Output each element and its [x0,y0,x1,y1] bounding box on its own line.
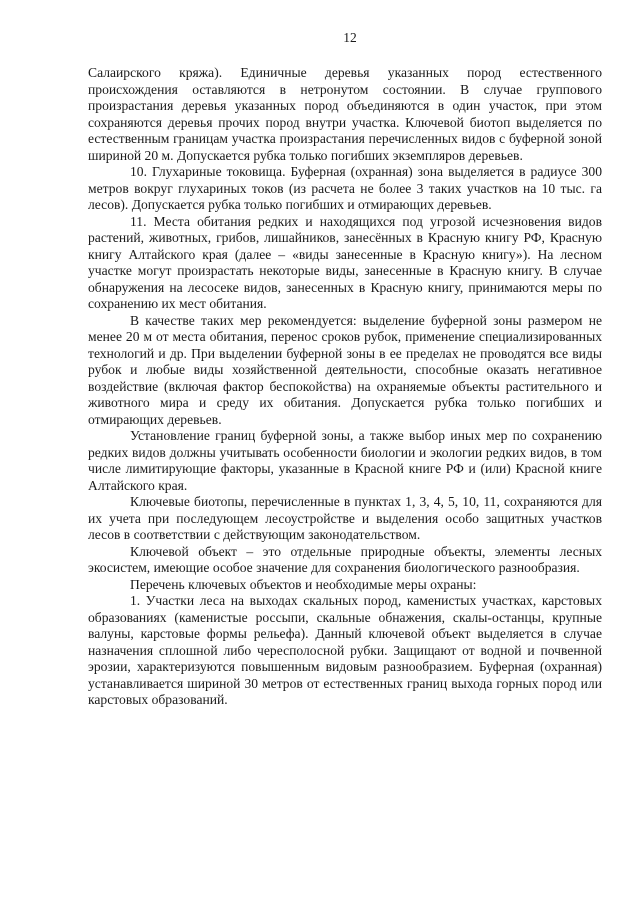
paragraph: 10. Глухариные токовища. Буферная (охранная) зона выделяется в радиусе 300 метров вокруг глухариных токов (из расчета не более 3 таких участков на 10 тыс. га лесов). Допускается рубка только погибших и отмирающих деревьев. [88,164,602,212]
paragraph: Ключевой объект – это отдельные природные объекты, элементы лесных экосистем, имеющие особое значение для сохранения биологического разнообразия. [88,543,602,575]
paragraph: Перечень ключевых объектов и необходимые меры охраны: [130,576,477,592]
paragraph: Установление границ буферной зоны, а также выбор иных мер по сохранению редких видов должны учитывать особенности биологии и экологии редких видов, в том числе лимитирующие факторы, указанные в Красной книге РФ и (или) Красной книге Алтайского края. [88,428,602,493]
paragraph: 1. Участки леса на выходах скальных пород, каменистых участках, карстовых образованиях (каменистые россыпи, скальные обнажения, скалы-останцы, крупные валуны, карстовые формы рельефа). Данный ключевой объект выделяется в случае назначения сплошной либо чересполосной рубки. Защищают от водной и почвенной эрозии, характеризуются повышенным видовым разнообразием. Буферная (охранная) устанавливается шириной 30 метров от естественных границ выхода горных пород или карстовых образований. [88,593,602,707]
paragraph: В качестве таких мер рекомендуется: выделение буферной зоны размером не менее 20 м от места обитания, перенос сроков рубок, применение специализированных технологий и др. При выделении буферной зоны в ее пределах не проводятся все виды рубок и любые виды хозяйственной деятельности, способные оказать негативное воздействие (включая фактор беспокойства) на охраняемые объекты растительного и животного мира и среду их обитания. Допускается рубка только погибших и отмирающих деревьев. [88,312,602,427]
paragraph: Салаирского кряжа). Единичные деревья указанных пород естественного происхождения оставляются в нетронутом состоянии. В случае группового произрастания деревья указанных пород объединяются в один участок, при этом сохраняются деревья прочих пород внутри участка. Ключевой биотоп выделяется по естественным границам участка произрастания перечисленных видов с буферной зоной шириной 20 м. Допускается рубка только погибших экземпляров деревьев. [88,65,602,163]
paragraph: 11. Места обитания редких и находящихся под угрозой исчезновения видов растений, животных, грибов, лишайников, занесённых в Красную книгу РФ, Красную книгу Алтайского края (далее – «виды занесенные в Красную книгу»). На лесном участке могут произрастать некоторые виды, занесенные в Красную книгу. В случае обнаружения на лесосеке видов, занесенных в Красную книгу, принимаются меры по сохранению их мест обитания. [88,213,602,311]
paragraph: Ключевые биотопы, перечисленные в пунктах 1, 3, 4, 5, 10, 11, сохраняются для их учета при последующем лесоустройстве и выделения особо защитных участков лесов в соответствии с действующим законодательством. [88,494,602,542]
page-number: 12 [343,30,357,45]
